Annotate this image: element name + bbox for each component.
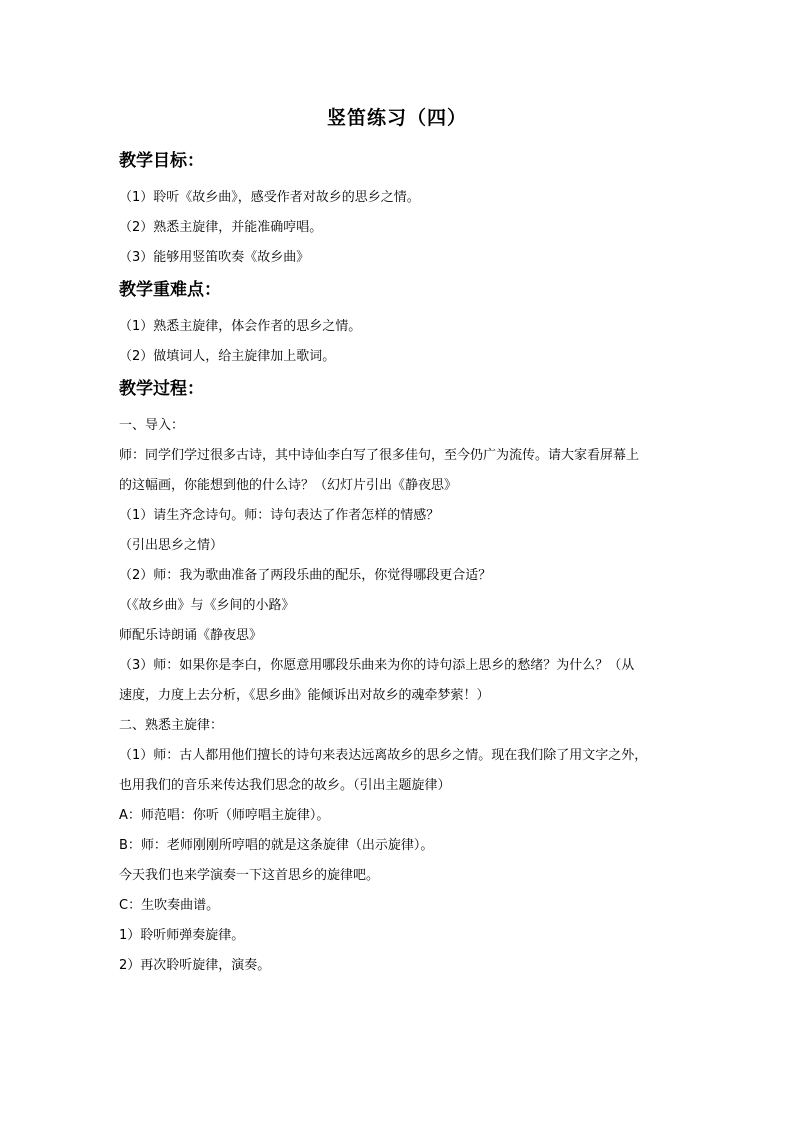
process-line: 的这幅画，你能想到他的什么诗？（幻灯片引出《静夜思》 [119,478,458,493]
goal-item: （1）聆听《故乡曲》，感受作者对故乡的思乡之情。 [119,190,420,205]
process-line: 1）聆听师弹奏旋律。 [119,928,245,943]
process-line: （引出思乡之情） [119,538,224,553]
section-heading-key-points: 教学重难点： [119,280,221,300]
section-heading-process: 教学过程： [119,379,204,399]
process-line: 一、导入： [119,418,185,433]
process-line: B：师：老师刚刚所哼唱的就是这条旋律（出示旋律）。 [119,838,434,853]
process-line: 师：同学们学过很多古诗，其中诗仙李白写了很多佳句，至今仍广为流传。请大家看屏幕上 [119,448,640,463]
document-body [119,146,679,981]
process-line: 也用我们的音乐来传达我们思念的故乡。（引出主题旋律） [119,778,451,793]
section-heading-goals: 教学目标： [119,151,204,171]
process-line: （2）师：我为歌曲准备了两段乐曲的配乐，你觉得哪段更合适？ [119,568,492,583]
page-title: 竖笛练习（四） [326,107,467,129]
process-line: （《故乡曲》与《乡间的小路》 [119,598,295,613]
process-line: C：生吹奏曲谱。 [119,898,220,913]
goal-item: （2）熟悉主旋律，并能准确哼唱。 [119,220,323,235]
process-line: 二、熟悉主旋律： [119,718,224,733]
process-line: （1）师：古人都用他们擅长的诗句来表达远离故乡的思乡之情。现在我们除了用文字之外， [119,748,648,763]
process-line: 师配乐诗朗诵《静夜思》 [119,628,263,643]
process-line: 今天我们也来学演奏一下这首思乡的旋律吧。 [119,868,380,883]
process-line: 2）再次聆听旋律，演奏。 [119,958,271,973]
key-point-item: （2）做填词人，给主旋律加上歌词。 [119,349,336,364]
process-line: （3）师：如果你是李白，你愿意用哪段乐曲来为你的诗句添上思乡的愁绪？为什么？（从 [119,658,635,673]
process-line: 速度，力度上去分析，《思乡曲》能倾诉出对故乡的魂牵梦萦！） [119,688,490,703]
process-line: （1）请生齐念诗句。师：诗句表达了作者怎样的情感？ [119,508,440,523]
process-line: A：师范唱：你听（师哼唱主旋律）。 [119,808,330,823]
goal-item: （3）能够用竖笛吹奏《故乡曲》 [119,250,310,265]
key-point-item: （1）熟悉主旋律，体会作者的思乡之情。 [119,319,362,334]
